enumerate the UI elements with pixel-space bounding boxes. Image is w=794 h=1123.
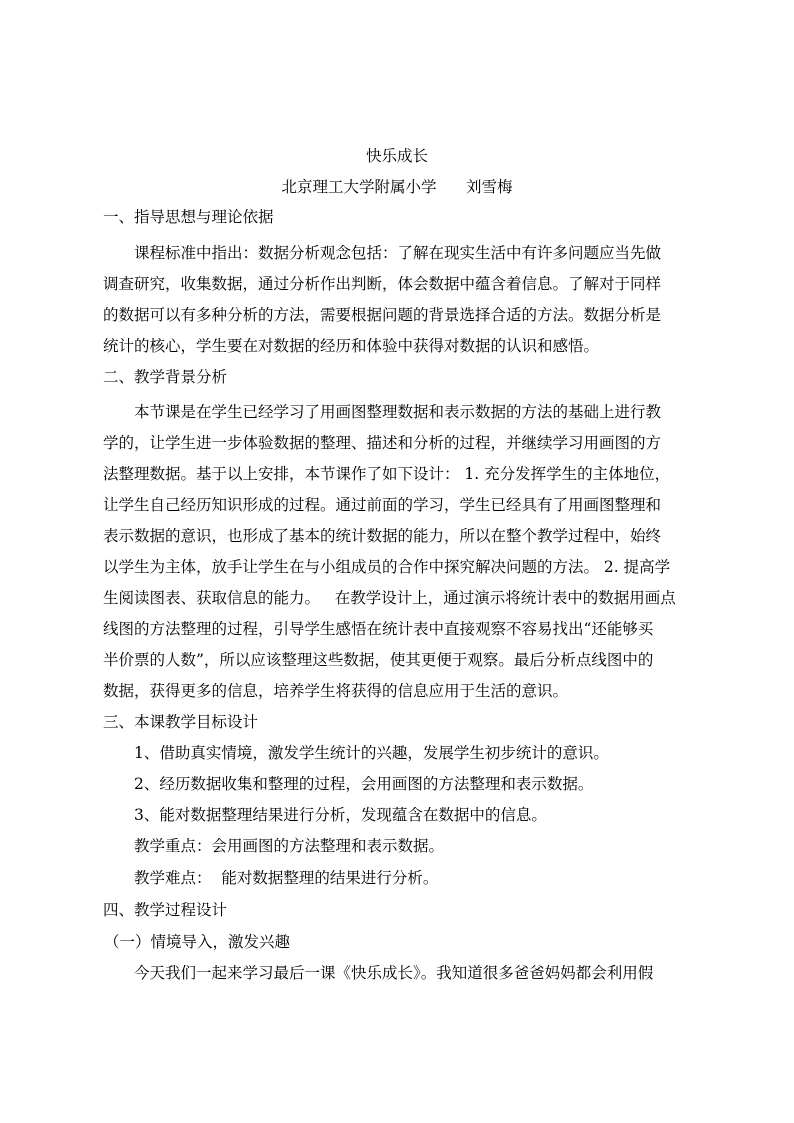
paragraph-line: 让学生自己经历知识形成的过程。通过前面的学习，学生已经具有了用画图整理和 — [103, 496, 662, 514]
teaching-focus: 教学重点：会用画图的方法整理和表示数据。 — [134, 837, 445, 855]
section-heading-2: 二、教学背景分析 — [103, 368, 228, 386]
document-author-line: 北京理工大学附属小学 刘雪梅 — [281, 178, 513, 196]
section-heading-4: 四、教学过程设计 — [103, 901, 228, 919]
paragraph-line: 数据，获得更多的信息，培养学生将获得的信息应用于生活的意识。 — [103, 682, 569, 700]
subsection-heading: （一）情境导入，激发兴趣 — [104, 933, 291, 951]
paragraph-line: 以学生为主体，放手让学生在与小组成员的合作中探究解决问题的方法。 2. 提高学 — [103, 558, 671, 576]
objective-item: 2、经历数据收集和整理的过程，会用画图的方法整理和表示数据。 — [134, 775, 594, 793]
paragraph-line: 生阅读图表、获取信息的能力。 在教学设计上，通过演示将统计表中的数据用画点 — [103, 589, 676, 607]
teaching-difficulty: 教学难点： 能对数据整理的结果进行分析。 — [134, 869, 439, 887]
section-heading-3: 三、本课教学目标设计 — [103, 713, 259, 731]
document-title: 快乐成长 — [365, 147, 428, 165]
paragraph-line: 表示数据的意识，也形成了基本的统计数据的能力，所以在整个教学过程中，始终 — [103, 527, 662, 545]
paragraph-line: 半价票的人数”，所以应该整理这些数据，使其更便于观察。最后分析点线图中的 — [103, 651, 654, 669]
paragraph-line: 统计的核心，学生要在对数据的经历和体验中获得对数据的认识和感悟。 — [103, 337, 600, 355]
objective-item: 3、能对数据整理结果进行分析，发现蕴含在数据中的信息。 — [134, 806, 547, 824]
section-heading-1: 一、指导思想与理论依据 — [103, 208, 274, 226]
paragraph-line: 线图的方法整理的过程，引导学生感悟在统计表中直接观察不容易找出“还能够买 — [103, 620, 654, 638]
paragraph-line: 法整理数据。基于以上安排，本节课作了如下设计： 1. 充分发挥学生的主体地位， — [103, 465, 671, 483]
paragraph-line: 本节课是在学生已经学习了用画图整理数据和表示数据的方法的基础上进行教 — [134, 403, 662, 421]
paragraph-line: 课程标准中指出：数据分析观念包括：了解在现实生活中有许多问题应当先做 — [134, 244, 662, 262]
paragraph-line: 的数据可以有多种分析的方法，需要根据问题的背景选择合适的方法。数据分析是 — [103, 306, 662, 324]
paragraph-line: 调查研究，收集数据，通过分析作出判断，体会数据中蕴含着信息。了解对于同样 — [103, 275, 662, 293]
paragraph-line: 今天我们一起来学习最后一课《快乐成长》。我知道很多爸爸妈妈都会利用假 — [134, 964, 654, 982]
objective-item: 1、借助真实情境，激发学生统计的兴趣，发展学生初步统计的意识。 — [134, 744, 609, 762]
paragraph-line: 学的，让学生进一步体验数据的整理、描述和分析的过程，并继续学习用画图的方 — [103, 434, 662, 452]
